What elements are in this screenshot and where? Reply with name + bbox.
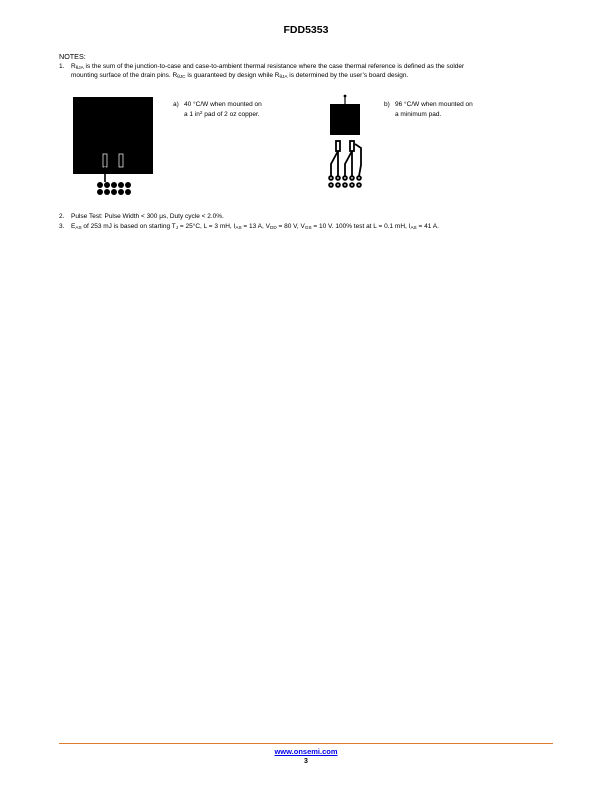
trace-left xyxy=(104,167,106,182)
note-3-text xyxy=(71,222,554,231)
text-run: is determined by the user’s board design. xyxy=(287,72,409,80)
via-array xyxy=(97,182,131,195)
note-2 xyxy=(59,212,554,222)
page-number: 3 xyxy=(304,758,308,765)
text-run: = 10 V. 100% test at L = 0.1 mH, I xyxy=(311,223,411,230)
pad-layout-minimum-figure xyxy=(322,94,368,190)
note-1-line-2 xyxy=(71,71,554,80)
page-title: FDD5353 xyxy=(283,24,329,36)
subscript: AS xyxy=(410,225,417,231)
pad-layout-large-figure xyxy=(73,97,155,197)
subscript: J xyxy=(175,225,179,231)
superscript: 2 xyxy=(199,109,203,115)
text-run: mounting surface of the drain pins. R xyxy=(71,72,178,80)
copper-pad xyxy=(73,97,153,174)
drain-pad xyxy=(330,104,360,135)
figure-b-line-2: a minimum pad. xyxy=(395,110,442,118)
text-run: pad of 2 oz copper. xyxy=(202,110,260,118)
text-run: = 25°C, L = 3 mH, I xyxy=(178,223,236,230)
note-3-number: 3. xyxy=(59,223,65,230)
text-run: is guaranteed by design while R xyxy=(185,72,280,80)
subscript: θJA xyxy=(279,74,288,80)
subscript: θJA xyxy=(75,65,84,71)
note-2-text: Pulse Test: Pulse Width < 300 μs, Duty cycle < 2.0%. xyxy=(71,213,224,220)
figure-a-line-1: 40 °C/W when mounted on xyxy=(184,101,262,108)
figure-b-caption xyxy=(384,100,514,122)
text-run: = 41 A. xyxy=(416,223,439,230)
text-run: E xyxy=(71,223,76,230)
symbol-r: R xyxy=(71,63,76,70)
note-3 xyxy=(59,222,554,232)
figure-b-label: b) xyxy=(384,101,390,108)
subscript: AS xyxy=(235,225,242,231)
text-run: = 80 V, V xyxy=(276,223,305,230)
figure-b-line-1: 96 °C/W when mounted on xyxy=(395,101,473,108)
note-1-number: 1. xyxy=(59,63,65,70)
figure-a-label: a) xyxy=(173,101,179,108)
text-run: = 13 A, V xyxy=(241,223,270,230)
footer-divider xyxy=(59,743,553,744)
tab-trace xyxy=(344,96,345,104)
text-run: of 253 mJ is based on starting T xyxy=(81,223,176,230)
subscript: θJC xyxy=(177,74,186,80)
footer-website-link[interactable]: www.onsemi.com xyxy=(274,747,338,756)
notes-heading: NOTES: xyxy=(59,52,86,61)
subscript: AS xyxy=(75,225,82,231)
subscript: DD xyxy=(269,225,277,231)
via-holes xyxy=(330,177,360,186)
figure-a-line-2 xyxy=(184,110,260,120)
via-row xyxy=(328,175,362,188)
note-1-text xyxy=(71,62,554,81)
note-1-line-1 xyxy=(71,62,554,71)
text-run: a 1 in xyxy=(184,110,200,118)
figure-a-caption xyxy=(173,100,303,122)
text-run: is the sum of the junction-to-case and case-to-ambient thermal resistance where the case thermal reference is defined as the solder xyxy=(83,63,465,70)
subscript: GS xyxy=(304,225,312,231)
note-2-number: 2. xyxy=(59,213,65,220)
pin-pads xyxy=(336,141,354,151)
note-1 xyxy=(59,62,554,82)
